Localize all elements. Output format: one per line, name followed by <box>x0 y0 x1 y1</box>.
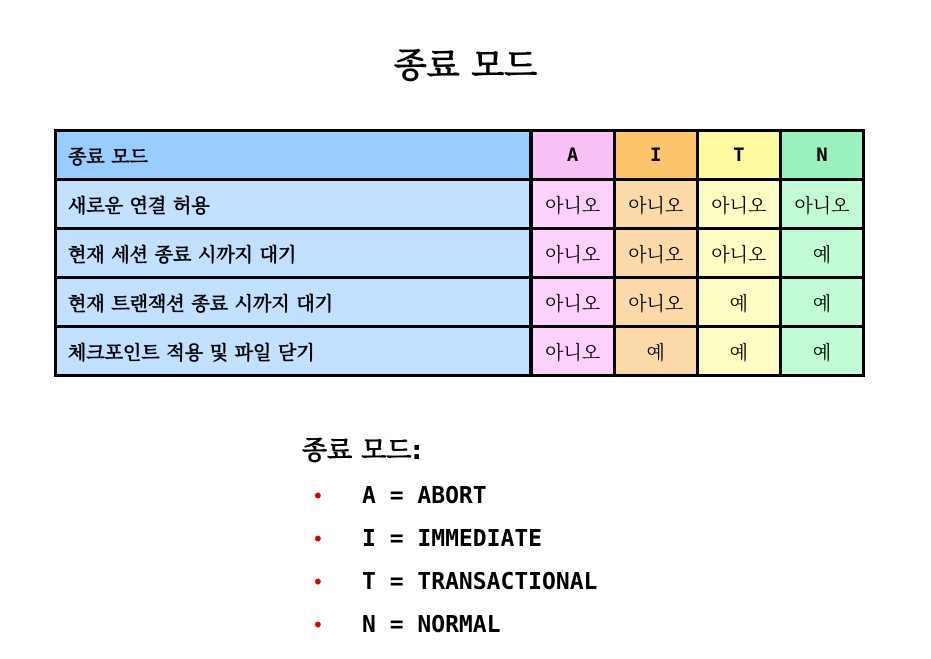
header-col-n: N <box>780 131 863 180</box>
bullet-icon: • <box>312 483 324 508</box>
cell-a: 아니오 <box>531 229 615 278</box>
cell-t: 예 <box>697 327 780 376</box>
cell-n: 예 <box>780 327 863 376</box>
header-col-a: A <box>531 131 615 180</box>
header-col-i: I <box>614 131 697 180</box>
row-label: 현재 트랜잭션 종료 시까지 대기 <box>56 278 531 327</box>
legend-text: I = IMMEDIATE <box>362 525 543 552</box>
cell-i: 예 <box>614 327 697 376</box>
row-label: 현재 세션 종료 시까지 대기 <box>56 229 531 278</box>
cell-a: 아니오 <box>531 180 615 229</box>
page-title: 종료 모드 <box>393 46 538 86</box>
bullet-icon: • <box>312 612 324 637</box>
cell-t: 예 <box>697 278 780 327</box>
cell-n: 아니오 <box>780 180 863 229</box>
cell-i: 아니오 <box>614 180 697 229</box>
cell-a: 아니오 <box>531 278 615 327</box>
shutdown-mode-table <box>54 129 865 377</box>
legend-text: N = NORMAL <box>362 611 501 638</box>
cell-n: 예 <box>780 229 863 278</box>
row-label: 새로운 연결 허용 <box>56 180 531 229</box>
cell-i: 아니오 <box>614 229 697 278</box>
cell-a: 아니오 <box>531 327 615 376</box>
bullet-icon: • <box>312 526 324 551</box>
table-row <box>56 229 864 278</box>
table-row <box>56 180 864 229</box>
table-row <box>56 327 864 376</box>
list-item <box>312 517 597 560</box>
list-item <box>312 560 597 603</box>
legend-text: A = ABORT <box>362 482 487 509</box>
table-header-row <box>56 131 864 180</box>
legend-list <box>312 474 597 646</box>
cell-t: 아니오 <box>697 180 780 229</box>
legend-text: T = TRANSACTIONAL <box>362 568 598 595</box>
cell-i: 아니오 <box>614 278 697 327</box>
bullet-icon: • <box>312 569 324 594</box>
header-label: 종료 모드 <box>56 131 531 180</box>
cell-t: 아니오 <box>697 229 780 278</box>
row-label: 체크포인트 적용 및 파일 닫기 <box>56 327 531 376</box>
table-row <box>56 278 864 327</box>
header-col-t: T <box>697 131 780 180</box>
list-item <box>312 603 597 646</box>
cell-n: 예 <box>780 278 863 327</box>
legend-title: 종료 모드: <box>302 436 422 466</box>
list-item <box>312 474 597 517</box>
